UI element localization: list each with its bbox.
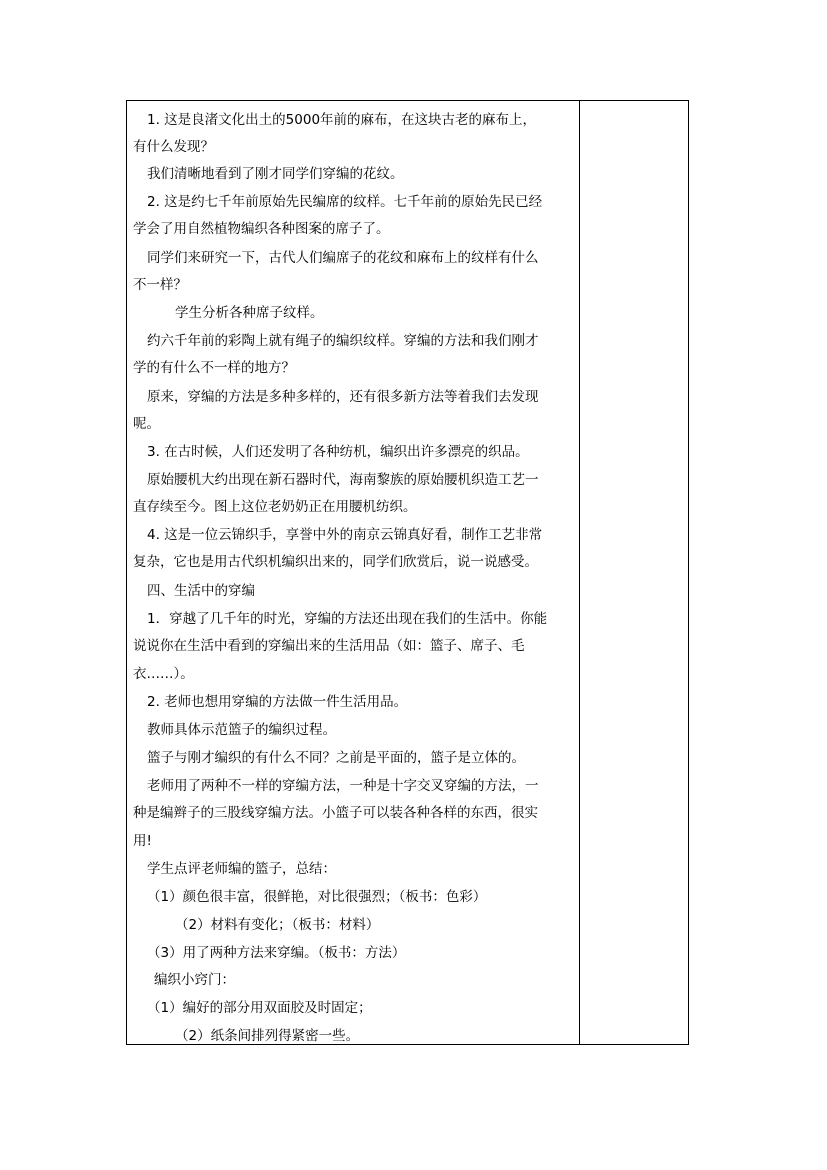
text-line: 衣……）。 (133, 666, 194, 682)
text-line: （2）材料有变化；（板书：材料） (175, 917, 380, 933)
text-line: 篮子与刚才编织的有什么不同？之前是平面的，篮子是立体的。 (147, 750, 525, 766)
text-line: 种是编辫子的三股线穿编方法。小篮子可以装各种各样的东西，很实 (133, 805, 538, 821)
notes-cell (580, 101, 688, 1044)
text-line: 老师用了两种不一样的穿编方法，一种是十字交叉穿编的方法，一 (147, 778, 539, 794)
text-line: 1．穿越了几千年的时光，穿编的方法还出现在我们的生活中。你能 (147, 611, 548, 627)
text-line: 直存续至今。图上这位老奶奶正在用腰机纺织。 (133, 499, 417, 515)
lesson-table (126, 100, 689, 1045)
text-line: 用! (133, 833, 152, 849)
text-line: 有什么发现？ (133, 139, 214, 155)
text-line: 学生分析各种席子纹样。 (175, 305, 324, 321)
text-line: 学生点评老师编的篮子，总结： (147, 861, 336, 877)
text-line: 2. 老师也想用穿编的方法做一件生活用品。 (147, 694, 408, 710)
text-line: （1）编好的部分用双面胶及时固定； (147, 1000, 372, 1016)
text-line: 3. 在古时候，人们还发明了各种纺机，编织出许多漂亮的织品。 (147, 444, 529, 460)
text-line: 4. 这是一位云锦织手，享誉中外的南京云锦真好看，制作工艺非常 (147, 527, 543, 543)
text-line: 原来，穿编的方法是多种多样的，还有很多新方法等着我们去发现 (147, 389, 539, 405)
text-line: 复杂，它也是用古代织机编织出来的，同学们欣赏后，说一说感受。 (133, 554, 538, 570)
text-line: 教师具体示范篮子的编织过程。 (147, 722, 336, 738)
text-line: （1）颜色很丰富，很鲜艳，对比很强烈；（板书：色彩） (147, 889, 487, 905)
text-line: 2. 这是约七千年前原始先民编席的纹样。七千年前的原始先民已经 (147, 194, 543, 210)
text-line: 不一样？ (133, 277, 187, 293)
text-line: 编织小窍门： (154, 972, 235, 988)
text-line: 学的有什么不一样的地方？ (133, 360, 295, 376)
text-line: 我们清晰地看到了刚才同学们穿编的花纹。 (147, 166, 404, 182)
text-line: 1. 这是良渚文化出土的5000年前的麻布，在这块古老的麻布上， (147, 112, 537, 128)
lesson-content-cell (127, 101, 579, 1044)
text-line: （2）纸条间排列得紧密一些。 (175, 1028, 360, 1044)
text-line: 学会了用自然植物编织各种图案的席子了。 (133, 221, 390, 237)
section-heading: 四、生活中的穿编 (147, 583, 255, 599)
text-line: 呢。 (133, 416, 160, 432)
text-line: 同学们来研究一下，古代人们编席子的花纹和麻布上的纹样有什么 (147, 250, 539, 266)
text-line: 原始腰机大约出现在新石器时代，海南黎族的原始腰机织造工艺一 (147, 472, 539, 488)
text-line: 约六千年前的彩陶上就有绳子的编织纹样。穿编的方法和我们刚才 (147, 333, 539, 349)
text-line: 说说你在生活中看到的穿编出来的生活用品（如：篮子、席子、毛 (133, 638, 525, 654)
text-line: （3）用了两种方法来穿编。（板书：方法） (147, 945, 406, 961)
